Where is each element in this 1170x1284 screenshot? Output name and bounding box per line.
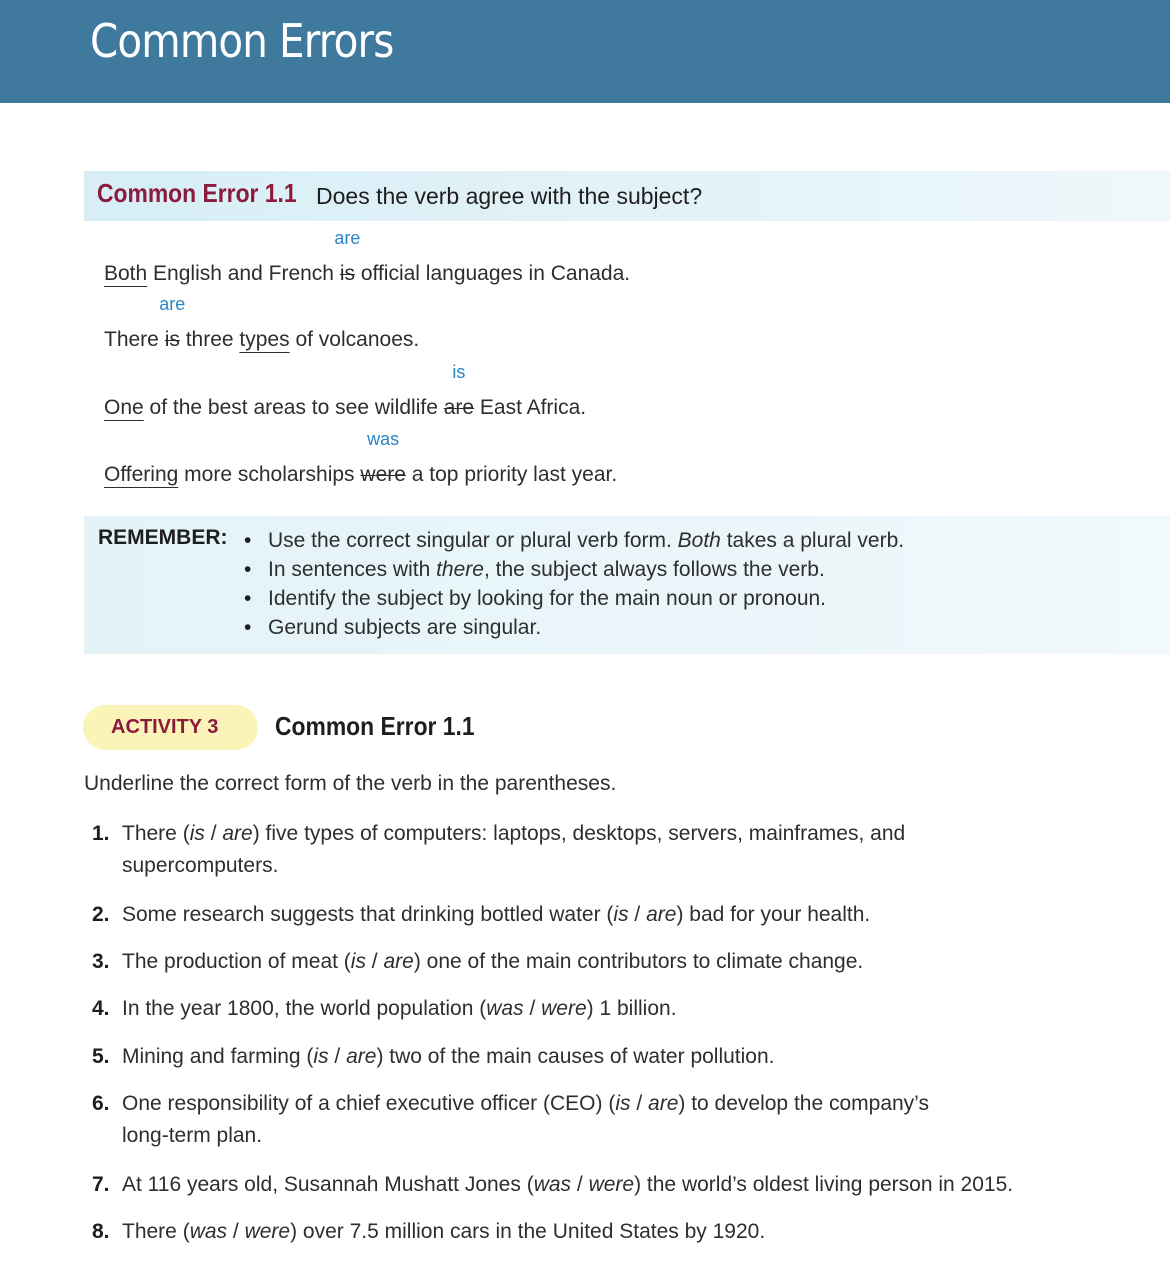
remember-box: [84, 516, 1170, 654]
exercise-item-2: 2. Some research suggests that drinking bottled water (is / are) bad for your health.: [92, 899, 1142, 931]
example-sentence-1: Both English and French are is official languages in Canada.: [104, 228, 631, 285]
activity-label: ACTIVITY 3: [111, 716, 219, 738]
exercise-item-4: 4. In the year 1800, the world population (was / were) 1 billion.: [92, 993, 1142, 1025]
option-2[interactable]: are: [346, 1045, 377, 1068]
error-correction: [334, 228, 361, 286]
exercise-item-1: 1. There (is / are) five types of computers: laptops, desktops, servers, mainframes, and supercomputers.: [92, 818, 1142, 882]
remember-item: • Identify the subject by looking for the main noun or pronoun.: [244, 584, 904, 613]
example-subject: Both: [104, 262, 148, 285]
exercise-item-5: 5. Mining and farming (is / are) two of the main causes of water pollution.: [92, 1041, 1142, 1073]
item-number: 4.: [92, 997, 110, 1020]
option-2[interactable]: are: [646, 903, 677, 926]
option-1[interactable]: was: [533, 1173, 572, 1196]
exercise-item-7: 7. At 116 years old, Susannah Mushatt Jones (was / were) the world’s oldest living person in 2015.: [92, 1169, 1142, 1201]
struck-verb: are: [443, 396, 475, 419]
correction-text: are: [159, 294, 186, 314]
option-1[interactable]: is: [615, 1092, 631, 1115]
item-number: 7.: [92, 1173, 110, 1196]
option-2[interactable]: are: [222, 822, 253, 845]
common-error-label: Common Error 1.1: [97, 178, 297, 208]
item-number: 6.: [92, 1092, 110, 1115]
page-title: Common Errors: [90, 14, 394, 68]
option-1[interactable]: is: [350, 950, 366, 973]
example-subject: One: [104, 396, 144, 419]
remember-label: REMEMBER:: [98, 526, 228, 549]
correction-text: are: [334, 228, 361, 248]
option-2[interactable]: are: [383, 950, 414, 973]
option-1[interactable]: is: [313, 1045, 329, 1068]
item-number: 1.: [92, 822, 110, 845]
remember-list: [244, 526, 904, 642]
error-correction: [159, 294, 186, 352]
option-2[interactable]: were: [244, 1220, 291, 1243]
correction-text: is: [452, 362, 466, 382]
option-2[interactable]: were: [588, 1173, 635, 1196]
activity-instructions: Underline the correct form of the verb in the parentheses.: [84, 772, 617, 795]
remember-item: • Gerund subjects are singular.: [244, 613, 904, 642]
struck-verb: were: [360, 463, 406, 486]
item-number: 5.: [92, 1045, 110, 1068]
error-correction: [443, 362, 475, 420]
option-1[interactable]: is: [189, 822, 205, 845]
exercise-item-3: 3. The production of meat (is / are) one of the main contributors to climate change.: [92, 946, 1142, 978]
common-error-header: [84, 171, 1170, 221]
exercise-item-8: 8. There (was / were) over 7.5 million cars in the United States by 1920.: [92, 1216, 1142, 1248]
option-1[interactable]: was: [189, 1220, 228, 1243]
common-error-question: Does the verb agree with the subject?: [316, 183, 703, 209]
error-correction: [360, 429, 406, 487]
example-subject: Offering: [104, 463, 179, 486]
remember-item: • In sentences with there, the subject always follows the verb.: [244, 555, 904, 584]
example-subject: types: [239, 328, 290, 351]
correction-text: was: [367, 429, 400, 449]
remember-item: • Use the correct singular or plural verb form. Both takes a plural verb.: [244, 526, 904, 555]
example-sentence-3: One of the best areas to see wildlife is are East Africa.: [104, 362, 587, 419]
example-sentence-4: Offering more scholarships was were a top priority last year.: [104, 429, 618, 486]
option-2[interactable]: were: [541, 997, 587, 1020]
example-sentence-2: There are is three types of volcanoes.: [104, 294, 420, 351]
item-number: 2.: [92, 903, 110, 926]
struck-verb: is: [164, 328, 180, 351]
option-1[interactable]: is: [613, 903, 629, 926]
option-1[interactable]: was: [486, 997, 524, 1020]
activity-title: Common Error 1.1: [275, 711, 475, 741]
struck-verb: is: [339, 262, 355, 285]
header-banner: [0, 0, 1170, 103]
activity-badge: [83, 705, 258, 750]
exercise-item-6: 6. One responsibility of a chief executive officer (CEO) (is / are) to develop the company’s long-term plan.: [92, 1088, 1142, 1152]
item-number: 3.: [92, 950, 110, 973]
option-2[interactable]: are: [648, 1092, 679, 1115]
item-number: 8.: [92, 1220, 110, 1243]
